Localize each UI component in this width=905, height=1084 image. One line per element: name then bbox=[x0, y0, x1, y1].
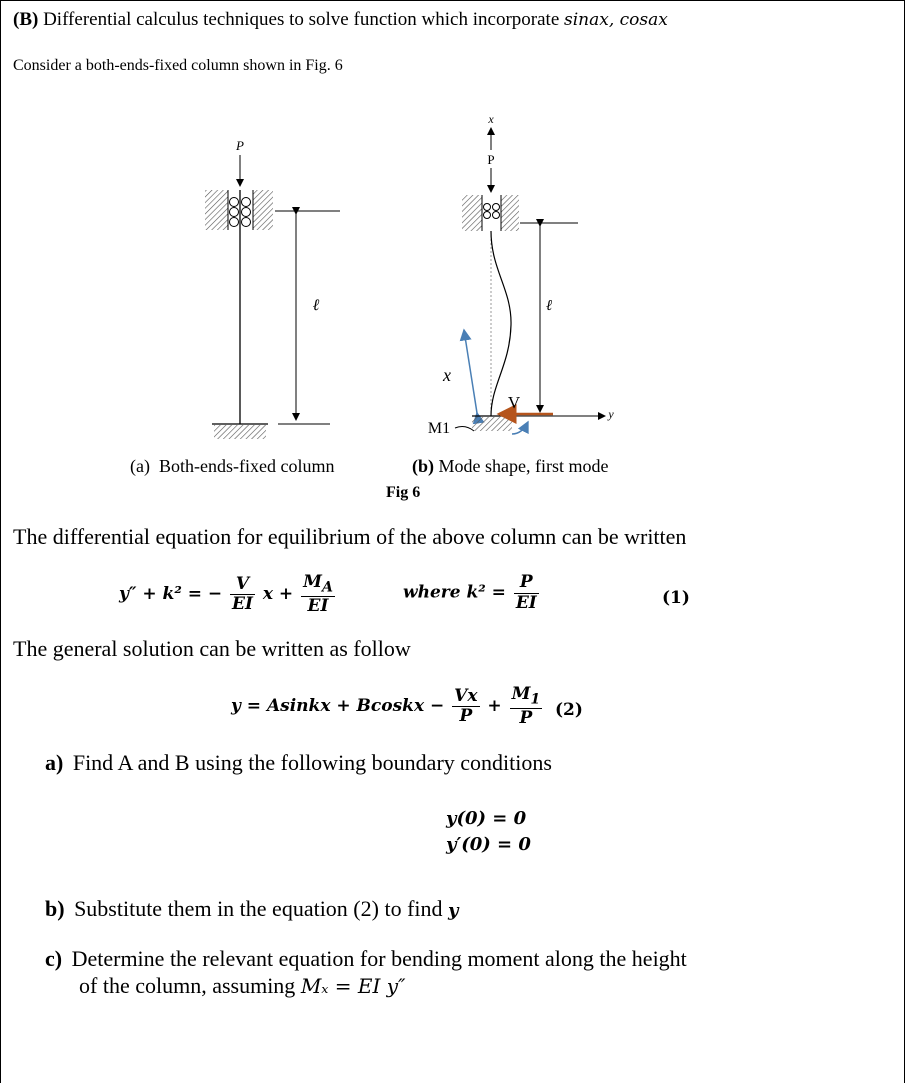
caption-a-text: Both-ends-fixed column bbox=[158, 456, 335, 476]
equation-1 bbox=[119, 573, 337, 616]
caption-a bbox=[130, 456, 334, 477]
item-c-label: c) bbox=[45, 946, 63, 971]
bottom-support-hatch-a bbox=[214, 425, 266, 439]
axis-y-label: y bbox=[608, 407, 614, 421]
boundary-condition-2: y′(0) = 0 bbox=[446, 834, 531, 855]
top-support-hatch-right-b bbox=[501, 195, 519, 231]
boundary-condition-1: y(0) = 0 bbox=[446, 808, 527, 829]
section-title: Differential calculus techniques to solve function which incorporate bbox=[43, 9, 560, 30]
item-b-text: Substitute them in the equation (2) to find bbox=[74, 896, 443, 921]
length-label-b: ℓ bbox=[545, 298, 553, 314]
roller-icon bbox=[230, 198, 239, 207]
roller-icon bbox=[230, 208, 239, 217]
eq2-fraction-1: $\frac{Vx}{P}$ bbox=[454, 685, 478, 727]
roller-icon bbox=[242, 198, 251, 207]
eq1-fraction-2: $\frac{M_A}{EI}$ bbox=[303, 572, 333, 616]
roller-icon bbox=[493, 212, 500, 219]
mode-shape-curve bbox=[491, 231, 511, 416]
figure-6 bbox=[0, 100, 905, 510]
top-support-hatch-right-a bbox=[253, 190, 273, 230]
caption-b-text: Mode shape, first mode bbox=[438, 456, 609, 476]
column-a bbox=[205, 138, 340, 439]
equilibrium-text: The differential equation for equilibrium of the above column can be written bbox=[13, 524, 687, 549]
item-b-label: b) bbox=[45, 896, 65, 921]
load-p-label-a: P bbox=[236, 138, 244, 153]
shear-force-label: V bbox=[507, 393, 521, 412]
equation-2-tag: (2) bbox=[555, 700, 583, 720]
roller-icon bbox=[484, 212, 491, 219]
eq2-fraction-2: $\frac{M_1}{P}$ bbox=[511, 684, 541, 728]
moment-label: M1 bbox=[427, 420, 451, 437]
length-label-a: ℓ bbox=[312, 297, 320, 314]
item-c bbox=[45, 946, 687, 972]
eq1-where: where k² = bbox=[403, 582, 506, 603]
top-support-hatch-left-a bbox=[205, 190, 228, 230]
roller-icon bbox=[230, 218, 239, 227]
caption-a-label: (a) bbox=[130, 456, 150, 476]
eq2-lhs: y = Asinkx + Bcoskx − bbox=[231, 696, 445, 717]
eq2-plus: + bbox=[487, 696, 502, 717]
moment-arrow bbox=[512, 422, 528, 434]
item-c-text-2: of the column, assuming bbox=[79, 973, 296, 998]
item-b bbox=[45, 896, 458, 922]
equation-1-tag: (1) bbox=[662, 588, 690, 608]
section-title-math: sinax, cosax bbox=[564, 10, 668, 30]
roller-icon bbox=[484, 204, 491, 211]
roller-icon bbox=[242, 208, 251, 217]
item-c-line-2 bbox=[79, 973, 406, 999]
bottom-support-hatch-b bbox=[472, 417, 512, 431]
x-dimension-label: x bbox=[443, 365, 451, 385]
item-c-math: Mₓ = EI y″ bbox=[300, 974, 406, 998]
item-a bbox=[45, 750, 552, 776]
equation-2 bbox=[231, 685, 544, 728]
x-dimension-arrow bbox=[464, 330, 477, 413]
item-b-math: y bbox=[448, 900, 459, 921]
section-heading bbox=[13, 9, 668, 31]
general-solution-text: The general solution can be written as follow bbox=[13, 636, 411, 661]
axis-x-label: x bbox=[488, 112, 494, 126]
column-b bbox=[428, 112, 614, 437]
item-a-label: a) bbox=[45, 750, 64, 775]
figure-title: Fig 6 bbox=[386, 484, 421, 501]
section-label: (B) bbox=[13, 9, 39, 30]
load-p-label-b: P bbox=[487, 152, 495, 167]
equation-1-where bbox=[403, 573, 541, 613]
eq1-lhs: y″ + k² = − bbox=[119, 584, 223, 605]
eq1-mid: x + bbox=[262, 584, 294, 605]
roller-icon bbox=[493, 204, 500, 211]
top-support-hatch-left-b bbox=[462, 195, 482, 231]
caption-b-label: (b) bbox=[412, 456, 434, 476]
eq1-fraction-1: $\frac{V}{EI}$ bbox=[232, 573, 253, 615]
caption-b bbox=[412, 456, 608, 477]
item-c-text-1: Determine the relevant equation for bending moment along the height bbox=[71, 946, 687, 971]
item-a-text: Find A and B using the following boundary conditions bbox=[72, 750, 552, 775]
eq1-fraction-3: $\frac{P}{EI}$ bbox=[515, 572, 537, 613]
intro-text: Consider a both-ends-fixed column shown in Fig. 6 bbox=[13, 57, 343, 74]
roller-icon bbox=[242, 218, 251, 227]
